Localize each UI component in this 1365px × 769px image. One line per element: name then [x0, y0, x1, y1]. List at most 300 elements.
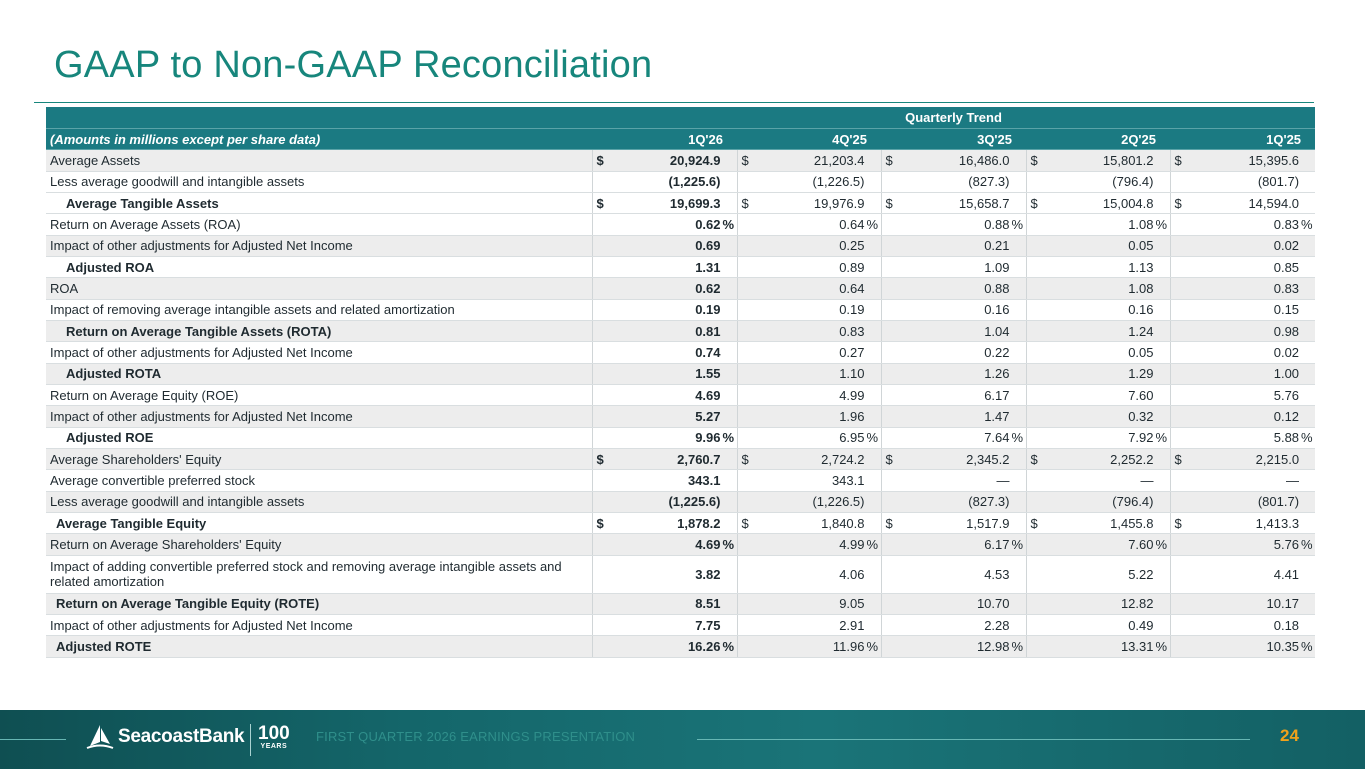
row-label: Return on Average Tangible Equity (ROTE) — [46, 593, 592, 614]
table-row — [46, 636, 1315, 657]
table-row — [46, 491, 1315, 512]
cell-value — [1170, 235, 1315, 256]
cell-number: 0.98 — [1273, 323, 1300, 339]
cell-value — [592, 235, 737, 256]
cell-number: 12.82 — [1120, 596, 1154, 612]
cell-number: 1.10 — [839, 366, 865, 382]
cell-number: (801.7) — [1257, 174, 1300, 190]
row-label: Return on Average Equity (ROE) — [46, 384, 592, 405]
cell-number: 19,976.9 — [813, 195, 865, 211]
currency-symbol: $ — [1030, 152, 1038, 168]
cell-number: 0.19 — [695, 302, 721, 318]
cell-value — [1026, 555, 1170, 593]
percent-symbol: % — [722, 430, 735, 446]
cell-value — [881, 235, 1026, 256]
currency-symbol: $ — [741, 195, 749, 211]
cell-value — [592, 636, 737, 657]
cell-number: 8.51 — [695, 596, 721, 612]
currency-symbol: $ — [885, 152, 893, 168]
cell-value — [737, 427, 881, 448]
cell-value — [1170, 384, 1315, 405]
percent-symbol: % — [1155, 430, 1168, 446]
cell-number: 0.22 — [984, 344, 1010, 360]
currency-symbol: $ — [1030, 451, 1038, 467]
currency-symbol: $ — [596, 152, 604, 168]
cell-value — [737, 491, 881, 512]
amounts-note: (Amounts in millions except per share data) — [46, 128, 592, 149]
row-label: Return on Average Tangible Assets (ROTA) — [46, 320, 592, 341]
cell-number: 6.95 — [839, 430, 865, 446]
row-label: Impact of other adjustments for Adjusted Net Income — [46, 615, 592, 636]
cell-value — [737, 150, 881, 171]
cell-value — [592, 150, 737, 171]
cell-value — [1026, 214, 1170, 235]
table-row — [46, 342, 1315, 363]
cell-value — [1170, 406, 1315, 427]
cell-number: 1,455.8 — [1110, 515, 1154, 531]
cell-value — [881, 171, 1026, 192]
column-header: 4Q'25 — [737, 128, 881, 149]
cell-number: 2.28 — [984, 617, 1010, 633]
page-number: 24 — [1280, 726, 1299, 745]
cell-number: 13.31 — [1120, 639, 1154, 655]
currency-symbol: $ — [596, 195, 604, 211]
percent-symbol: % — [866, 216, 879, 232]
row-label: Adjusted ROE — [46, 427, 592, 448]
cell-value — [737, 363, 881, 384]
cell-number: 0.19 — [839, 302, 865, 318]
cell-number: 0.74 — [695, 344, 721, 360]
cell-value — [1026, 150, 1170, 171]
cell-value — [592, 615, 737, 636]
row-label: Impact of other adjustments for Adjusted Net Income — [46, 342, 592, 363]
cell-number: 5.22 — [1128, 566, 1154, 582]
cell-value — [1170, 534, 1315, 555]
cell-value — [1026, 449, 1170, 470]
cell-value — [1026, 593, 1170, 614]
cell-number: 11.96 — [832, 639, 865, 655]
cell-number: 0.02 — [1273, 344, 1300, 360]
cell-number: (801.7) — [1257, 494, 1300, 510]
cell-value — [1170, 615, 1315, 636]
cell-number: 1.55 — [695, 366, 721, 382]
cell-number: (1,226.5) — [812, 494, 865, 510]
cell-number: 20,924.9 — [669, 152, 721, 168]
cell-number: 0.89 — [839, 259, 865, 275]
cell-value — [1026, 427, 1170, 448]
cell-number: 7.92 — [1128, 430, 1154, 446]
cell-number: 10.70 — [976, 596, 1010, 612]
cell-number: (1,226.5) — [812, 174, 865, 190]
cell-value — [1026, 278, 1170, 299]
cell-value — [1170, 214, 1315, 235]
cell-number: 15,801.2 — [1102, 152, 1154, 168]
percent-symbol: % — [1301, 537, 1313, 553]
table-row — [46, 470, 1315, 491]
cell-number: 0.83 — [1273, 216, 1300, 232]
row-label: Average Tangible Assets — [46, 192, 592, 213]
cell-number: 16,486.0 — [958, 152, 1010, 168]
cell-value — [1170, 320, 1315, 341]
cell-value — [1026, 192, 1170, 213]
percent-symbol: % — [866, 639, 879, 655]
cell-value — [592, 342, 737, 363]
cell-number: 0.62 — [695, 280, 721, 296]
cell-value — [592, 192, 737, 213]
cell-number: (827.3) — [968, 174, 1010, 190]
cell-value — [592, 406, 737, 427]
percent-symbol: % — [1011, 216, 1024, 232]
percent-symbol: % — [1011, 430, 1024, 446]
cell-value — [1170, 150, 1315, 171]
cell-value — [1026, 615, 1170, 636]
table-row — [46, 256, 1315, 277]
currency-symbol: $ — [1174, 515, 1182, 531]
cell-value — [1170, 342, 1315, 363]
seacoast-logo — [86, 724, 244, 750]
cell-number: 1.08 — [1128, 280, 1154, 296]
cell-value — [737, 214, 881, 235]
percent-symbol: % — [1155, 216, 1168, 232]
percent-symbol: % — [866, 430, 879, 446]
cell-number: 5.27 — [695, 408, 721, 424]
cell-value — [1170, 192, 1315, 213]
percent-symbol: % — [1155, 639, 1168, 655]
row-label: Average convertible preferred stock — [46, 470, 592, 491]
row-label: Adjusted ROA — [46, 256, 592, 277]
cell-number: 0.05 — [1128, 344, 1154, 360]
cell-number: 0.05 — [1128, 238, 1154, 254]
cell-number: 0.15 — [1273, 302, 1300, 318]
cell-number: 4.99 — [839, 537, 865, 553]
row-label: Adjusted ROTE — [46, 636, 592, 657]
years-label: YEARS — [260, 743, 288, 750]
cell-value — [881, 299, 1026, 320]
currency-symbol: $ — [741, 152, 749, 168]
table-row — [46, 299, 1315, 320]
cell-value — [881, 256, 1026, 277]
footer-rule-right — [697, 739, 1250, 740]
cell-value — [1026, 299, 1170, 320]
cell-value — [881, 593, 1026, 614]
sail-logo-icon — [86, 724, 114, 750]
cell-number: 14,594.0 — [1248, 195, 1300, 211]
cell-value — [1026, 171, 1170, 192]
currency-symbol: $ — [741, 451, 749, 467]
cell-number: 343.1 — [831, 473, 865, 489]
cell-number: 4.41 — [1273, 566, 1300, 582]
cell-number: 3.82 — [695, 566, 721, 582]
cell-number: 2,760.7 — [677, 451, 721, 467]
years-number: 100 — [258, 723, 290, 744]
cell-value — [737, 593, 881, 614]
percent-symbol: % — [722, 537, 735, 553]
group-header-spacer — [46, 107, 592, 128]
row-label: Less average goodwill and intangible assets — [46, 171, 592, 192]
cell-value — [1026, 513, 1170, 534]
cell-value — [592, 555, 737, 593]
cell-number: 0.88 — [984, 216, 1010, 232]
cell-value — [737, 235, 881, 256]
cell-value — [881, 278, 1026, 299]
cell-number: 1.08 — [1128, 216, 1154, 232]
cell-value — [881, 491, 1026, 512]
table-row — [46, 513, 1315, 534]
table-row — [46, 593, 1315, 614]
cell-number: 1.26 — [984, 366, 1010, 382]
cell-number: 6.17 — [984, 387, 1010, 403]
cell-number: 0.69 — [695, 238, 721, 254]
cell-number: 5.76 — [1273, 387, 1300, 403]
cell-number: 12.98 — [976, 639, 1010, 655]
cell-number: 0.85 — [1273, 259, 1300, 275]
cell-number: 0.27 — [839, 344, 865, 360]
cell-number: (827.3) — [968, 494, 1010, 510]
cell-value — [737, 513, 881, 534]
cell-number: 15,004.8 — [1102, 195, 1154, 211]
cell-number: 21,203.4 — [813, 152, 865, 168]
currency-symbol: $ — [1174, 195, 1182, 211]
cell-number: 0.49 — [1128, 617, 1154, 633]
cell-number: 0.12 — [1273, 408, 1300, 424]
cell-value — [737, 534, 881, 555]
title-divider — [34, 102, 1314, 103]
cell-number: 343.1 — [687, 473, 721, 489]
cell-number: — — [996, 473, 1010, 489]
cell-number: 1.96 — [839, 408, 865, 424]
cell-value — [1026, 406, 1170, 427]
percent-symbol: % — [866, 537, 879, 553]
cell-number: 0.64 — [839, 216, 865, 232]
cell-number: 4.69 — [695, 387, 721, 403]
cell-value — [881, 320, 1026, 341]
currency-symbol: $ — [885, 195, 893, 211]
currency-symbol: $ — [1174, 451, 1182, 467]
table-row — [46, 150, 1315, 171]
cell-value — [1170, 636, 1315, 657]
cell-value — [1026, 235, 1170, 256]
cell-value — [737, 555, 881, 593]
currency-symbol: $ — [596, 451, 604, 467]
cell-value — [737, 384, 881, 405]
footer-bar — [0, 710, 1365, 769]
currency-symbol: $ — [741, 515, 749, 531]
cell-number: 0.81 — [695, 323, 721, 339]
cell-value — [881, 342, 1026, 363]
cell-value — [592, 278, 737, 299]
cell-value — [592, 299, 737, 320]
row-label: Impact of other adjustments for Adjusted Net Income — [46, 406, 592, 427]
row-label: Impact of other adjustments for Adjusted Net Income — [46, 235, 592, 256]
currency-symbol: $ — [596, 515, 604, 531]
cell-number: — — [1286, 473, 1300, 489]
cell-value — [592, 470, 737, 491]
row-label: Average Shareholders' Equity — [46, 449, 592, 470]
table-row — [46, 406, 1315, 427]
cell-value — [1026, 470, 1170, 491]
cell-number: 7.64 — [984, 430, 1010, 446]
row-label: Impact of adding convertible preferred stock and removing average intangible assets and related amortization — [46, 555, 592, 593]
cell-number: 0.83 — [1273, 280, 1300, 296]
cell-number: 7.60 — [1128, 537, 1154, 553]
cell-number: (1,225.6) — [668, 494, 721, 510]
cell-number: 5.88 — [1273, 430, 1300, 446]
cell-value — [592, 256, 737, 277]
currency-symbol: $ — [1174, 152, 1182, 168]
currency-symbol: $ — [1030, 195, 1038, 211]
cell-value — [737, 171, 881, 192]
cell-value — [1170, 299, 1315, 320]
table-body — [46, 150, 1315, 658]
cell-value — [881, 192, 1026, 213]
percent-symbol: % — [1011, 537, 1024, 553]
cell-value — [592, 171, 737, 192]
cell-number: 1,840.8 — [821, 515, 865, 531]
cell-number: 4.53 — [984, 566, 1010, 582]
cell-number: 10.17 — [1266, 596, 1300, 612]
row-label: Return on Average Assets (ROA) — [46, 214, 592, 235]
cell-number: 1.09 — [984, 259, 1010, 275]
cell-value — [1026, 342, 1170, 363]
column-header: 2Q'25 — [1026, 128, 1170, 149]
page-title: GAAP to Non-GAAP Reconciliation — [54, 44, 653, 86]
cell-number: 1,517.9 — [966, 515, 1010, 531]
row-label: Average Assets — [46, 150, 592, 171]
cell-number: 1.47 — [984, 408, 1010, 424]
cell-value — [1170, 427, 1315, 448]
cell-value — [881, 427, 1026, 448]
currency-symbol: $ — [885, 515, 893, 531]
cell-value — [1026, 256, 1170, 277]
cell-number: 15,658.7 — [958, 195, 1010, 211]
logo-separator — [250, 724, 251, 756]
cell-value — [881, 384, 1026, 405]
table-row — [46, 363, 1315, 384]
cell-number: 0.25 — [839, 238, 865, 254]
cell-value — [1170, 171, 1315, 192]
row-label: Less average goodwill and intangible assets — [46, 491, 592, 512]
cell-number: 0.83 — [839, 323, 865, 339]
cell-value — [737, 256, 881, 277]
cell-number: 2.91 — [839, 617, 865, 633]
cell-value — [737, 406, 881, 427]
cell-number: 1.00 — [1273, 366, 1300, 382]
cell-value — [1026, 320, 1170, 341]
cell-value — [592, 384, 737, 405]
cell-value — [592, 363, 737, 384]
cell-number: 1.24 — [1128, 323, 1154, 339]
cell-number: 5.76 — [1273, 537, 1300, 553]
cell-value — [737, 449, 881, 470]
row-label: ROA — [46, 278, 592, 299]
cell-number: 4.99 — [839, 387, 865, 403]
cell-value — [881, 615, 1026, 636]
cell-value — [592, 214, 737, 235]
table-row — [46, 615, 1315, 636]
cell-value — [881, 513, 1026, 534]
table-row — [46, 171, 1315, 192]
cell-number: — — [1140, 473, 1154, 489]
cell-value — [881, 150, 1026, 171]
cell-value — [881, 470, 1026, 491]
cell-value — [737, 636, 881, 657]
cell-value — [1170, 491, 1315, 512]
cell-value — [1170, 470, 1315, 491]
cell-number: 0.16 — [984, 302, 1010, 318]
column-header: 1Q'26 — [592, 128, 737, 149]
table-row — [46, 192, 1315, 213]
table-row — [46, 235, 1315, 256]
table-row — [46, 427, 1315, 448]
cell-number: 4.69 — [695, 537, 721, 553]
cell-number: 4.06 — [839, 566, 865, 582]
column-header-row — [46, 128, 1315, 149]
cell-number: (796.4) — [1112, 174, 1154, 190]
cell-number: (796.4) — [1112, 494, 1154, 510]
cell-number: 2,252.2 — [1110, 451, 1154, 467]
cell-value — [737, 320, 881, 341]
column-header: 3Q'25 — [881, 128, 1026, 149]
table-row — [46, 555, 1315, 593]
percent-symbol: % — [722, 216, 735, 232]
cell-number: 0.16 — [1128, 302, 1154, 318]
row-label: Adjusted ROTA — [46, 363, 592, 384]
currency-symbol: $ — [1030, 515, 1038, 531]
cell-value — [737, 342, 881, 363]
cell-value — [1170, 363, 1315, 384]
row-label: Return on Average Shareholders' Equity — [46, 534, 592, 555]
cell-value — [737, 470, 881, 491]
cell-number: 6.17 — [984, 537, 1010, 553]
cell-value — [1170, 449, 1315, 470]
cell-number: 0.21 — [984, 238, 1010, 254]
cell-number: 9.05 — [839, 596, 865, 612]
percent-symbol: % — [1011, 639, 1024, 655]
cell-value — [881, 406, 1026, 427]
cell-number: 1.04 — [984, 323, 1010, 339]
cell-number: 7.75 — [695, 617, 721, 633]
row-label: Average Tangible Equity — [46, 513, 592, 534]
cell-value — [1170, 555, 1315, 593]
cell-number: 1.29 — [1128, 366, 1154, 382]
cell-value — [1170, 278, 1315, 299]
cell-value — [737, 615, 881, 636]
cell-value — [592, 513, 737, 534]
cell-value — [737, 278, 881, 299]
percent-symbol: % — [1301, 216, 1313, 232]
cell-number: 1.13 — [1128, 259, 1154, 275]
quarterly-trend-header: Quarterly Trend — [592, 107, 1315, 128]
table-row — [46, 384, 1315, 405]
cell-number: 0.18 — [1273, 617, 1300, 633]
cell-number: 0.62 — [695, 216, 721, 232]
cell-value — [592, 320, 737, 341]
cell-value — [881, 636, 1026, 657]
cell-number: 7.60 — [1128, 387, 1154, 403]
cell-number: 0.02 — [1273, 238, 1300, 254]
cell-value — [592, 449, 737, 470]
cell-value — [881, 555, 1026, 593]
cell-value — [1170, 513, 1315, 534]
cell-number: 16.26 — [687, 639, 721, 655]
percent-symbol: % — [1155, 537, 1168, 553]
row-label: Impact of removing average intangible assets and related amortization — [46, 299, 592, 320]
cell-value — [881, 534, 1026, 555]
cell-value — [1170, 256, 1315, 277]
table-row — [46, 320, 1315, 341]
cell-value — [592, 491, 737, 512]
cell-value — [592, 593, 737, 614]
